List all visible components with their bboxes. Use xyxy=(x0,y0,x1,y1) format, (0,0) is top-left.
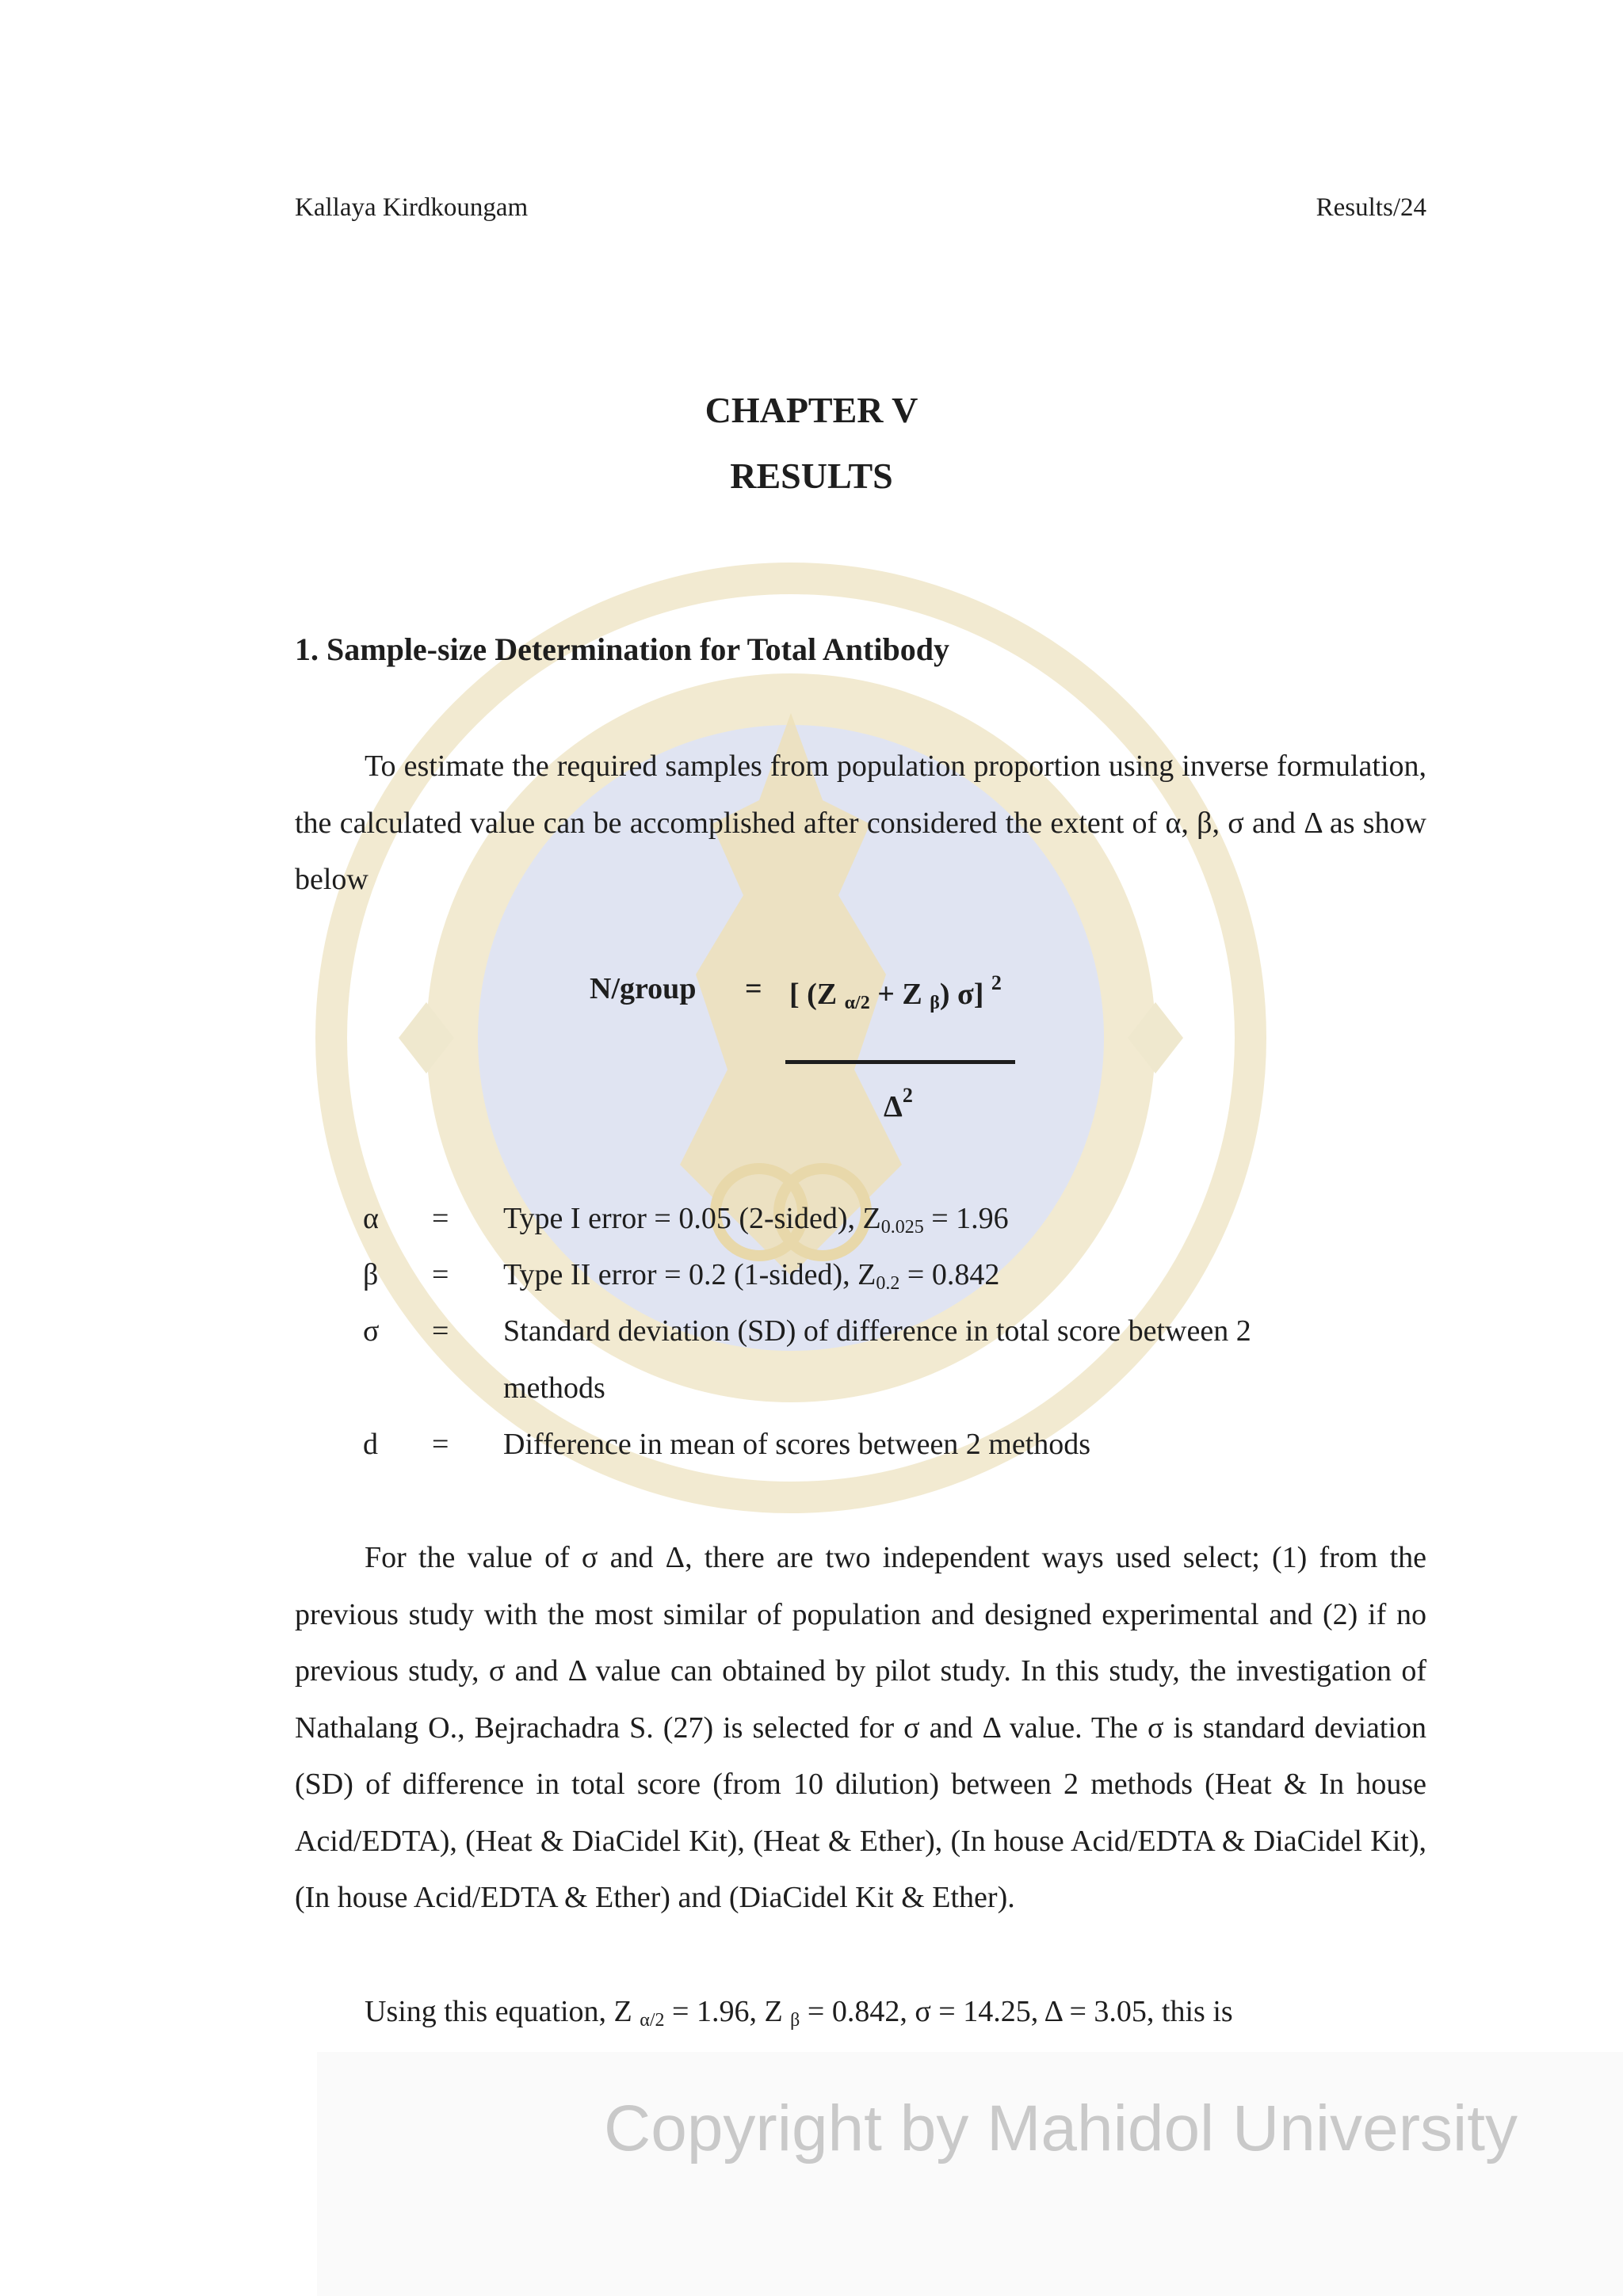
formula-equals: = xyxy=(745,972,762,1005)
def-text-beta: Type II error = 0.2 (1-sided), $Z_{0.2} = 0.842$ xyxy=(503,1258,1000,1294)
def-text-sigma: Standard deviation (SD) of difference in total score between 2 methods xyxy=(503,1314,1251,1405)
fraction-bar xyxy=(785,1060,1015,1064)
def-symbol-alpha: α xyxy=(363,1202,379,1235)
def-text-d: Difference in mean of scores between 2 methods xyxy=(503,1428,1091,1461)
formula-numerator: [ (Z $_{\alpha/2}$ + Z $_\beta$) σ] $^2$ xyxy=(789,971,1002,1013)
def-symbol-beta: β xyxy=(363,1258,379,1291)
running-header-page: Results/24 xyxy=(1316,193,1426,222)
formula-lhs: N/group xyxy=(590,972,697,1005)
chapter-number: CHAPTER V xyxy=(705,390,918,430)
footer-band xyxy=(317,2052,1623,2296)
def-equals: = xyxy=(432,1314,449,1348)
intro-paragraph: To estimate the required samples from population proportion using inverse formulation, the calculated value can be accomplished after considered the extent of α, β, σ and Δ as show below xyxy=(295,749,1426,896)
def-symbol-sigma: σ xyxy=(363,1314,380,1348)
def-equals: = xyxy=(432,1428,449,1461)
equation-values-line: Using this equation, Z $_{\alpha/2}$ = 1.96, Z $_\beta$ = 0.842, σ = 14.25, Δ = 3.05, this is xyxy=(365,1995,1233,2031)
running-header-author: Kallaya Kirdkoungam xyxy=(295,193,529,222)
def-text-alpha: Type I error = 0.05 (2-sided), $Z_{0.025} = 1.96$ xyxy=(503,1202,1009,1238)
formula-denominator: $\Delta^2$ xyxy=(884,1084,913,1123)
discussion-paragraph: For the value of σ and Δ, there are two independent ways used select; (1) from the previous study with the most similar of population and designed experimental and (2) if no previous study, σ and Δ value can obtained by pilot study. In this study, the investigation of Nathalang O., Bejrachadra S. (27) is selected for σ and Δ value. The σ is standard deviation (SD) of difference in total score (from 10 dilution) between 2 methods (Heat & In house Acid/EDTA), (Heat & DiaCidel Kit), (Heat & Ether), (In house Acid/EDTA & DiaCidel Kit), (In house Acid/EDTA & Ether) and (DiaCidel Kit & Ether). xyxy=(295,1541,1426,1914)
def-equals: = xyxy=(432,1258,449,1291)
section-heading: 1. Sample-size Determination for Total Antibody xyxy=(295,631,949,667)
copyright-watermark: Copyright by Mahidol University xyxy=(604,2092,1518,2164)
chapter-title: RESULTS xyxy=(730,456,893,496)
def-equals: = xyxy=(432,1202,449,1235)
def-symbol-d: d xyxy=(363,1428,378,1461)
